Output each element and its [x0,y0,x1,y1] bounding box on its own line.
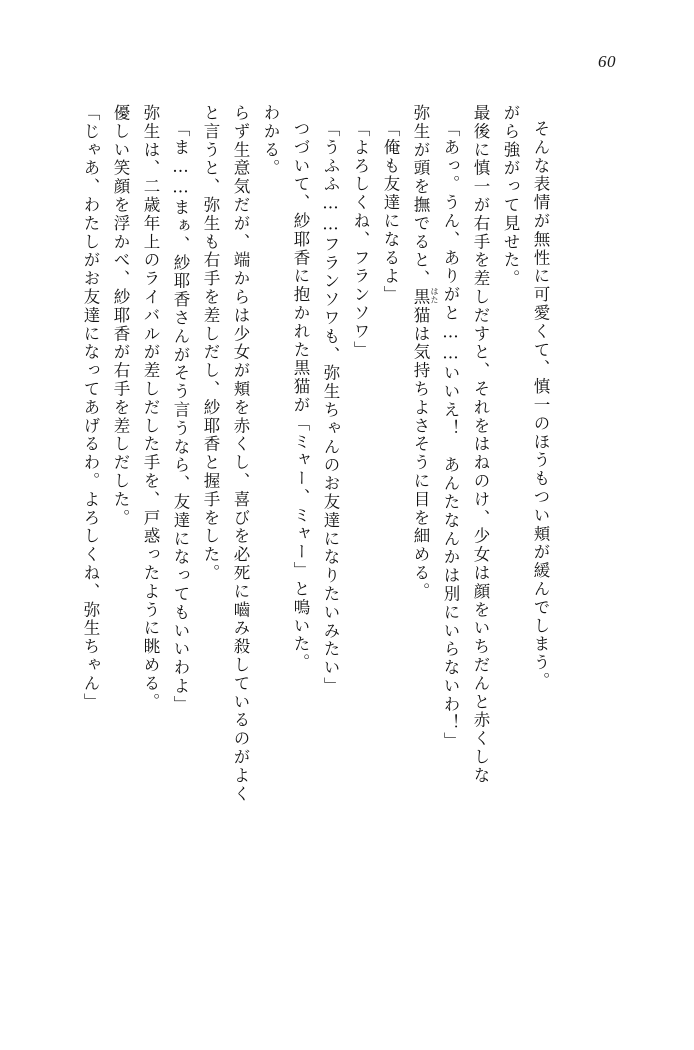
text-column: 弥生が頭を撫でると、黒猫は気持ちよさそうに目を細める。 [411,104,430,601]
vertical-text-body [68,104,628,824]
text-column: らず生意気だが、端からは少女が頬を赤くし、喜びを必死に嚙み殺しているのがよく [231,104,250,804]
text-column: 「よろしくね、フランソワ」 [351,120,370,360]
text-column: 「じゃあ、わたしがお友達になってあげるわ。よろしくね、弥生ちゃん」 [81,104,100,712]
ruby-annotation: はた [430,287,439,304]
text-column: つづいて、紗耶香に抱かれた黒猫が「ミャー、ミャー」と鳴いた。 [291,120,310,672]
text-column: がら強がって見せた。 [501,104,520,288]
text-column: 優しい笑顔を浮かべ、紗耶香が右手を差しだした。 [111,104,130,528]
text-column: そんな表情が無性に可愛くて、慎一のほうもつい頬が緩んでしまう。 [531,120,550,691]
page-number: 60 [598,52,616,71]
text-column: 「俺も友達になるよ」 [381,120,400,304]
text-column: 「ま……まぁ、紗耶香さんがそう言うなら、友達になってもいいわよ」 [171,120,190,714]
text-column: わかる。 [261,104,280,178]
text-column: 「あっ。うん、ありがと……いいえ！ あんたなんかは別にいらないわ！」 [441,120,460,751]
text-column: 「うふふ……フランソワも、弥生ちゃんのお友達になりたいみたい」 [321,120,340,696]
text-column: 弥生は、二歳年上のライバルが差しだした手を、戸惑ったように眺める。 [141,104,160,712]
text-column: と言うと、弥生も右手を差しだし、紗耶香と握手をした。 [201,104,220,583]
text-column: 最後に慎一が右手を差しだすと、それをはねのけ、少女は顔をいちだんと赤くしな [471,104,490,785]
